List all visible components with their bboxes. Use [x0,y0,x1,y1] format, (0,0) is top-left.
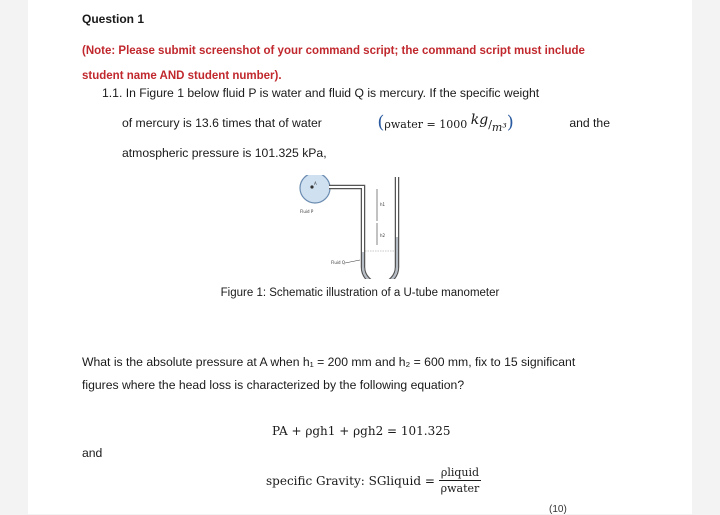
question-title: Question 1 [82,12,145,26]
problem-line-2-end: and the [569,116,610,130]
marks-label: (10) [549,504,567,515]
and-label: and [82,446,103,460]
sg-label: specific Gravity: SGliquid = [266,473,435,488]
problem-line-2 [122,112,610,134]
h1-label: h1 [380,202,386,207]
vessel-a [300,175,330,203]
specific-gravity-equation [266,466,481,495]
sg-numerator: ρliquid [440,466,480,479]
fluid-q-pointer [345,260,360,263]
unit-denominator: m³ [491,121,507,134]
rho-water: ρwater = 1000 [384,118,468,131]
problem-line-3: atmospheric pressure is 101.325 kPa, [122,146,327,160]
fluid-q-label: Fluid Q [331,260,346,265]
h2-label: h2 [380,233,386,238]
head-loss-equation: PA + ρgh1 + ρgh2 = 101.325 [272,424,451,438]
question-text: What is the absolute pressure at A when h₁ = 200 mm and h₂ = 600 mm, fix to 15 significant figures where the head loss is characterized by the following equation? [82,355,576,392]
sg-denominator: ρwater [440,482,480,495]
submission-note: (Note: Please submit screenshot of your command script; the command script must include student name AND student number). [82,45,585,82]
density-expression: (ρwater = 1000 kg/m³) [377,112,514,134]
problem-line-1: 1.1. In Figure 1 below fluid P is water and fluid Q is mercury. If the specific weight [102,86,540,100]
label-a: A [314,181,317,186]
problem-line-2-text: of mercury is 13.6 times that of water [122,116,322,130]
fluid-p-label: Fluid P [300,209,314,214]
u-tube-manometer-diagram [285,175,435,279]
unit-numerator: kg [470,112,489,128]
sg-fraction [439,466,481,495]
mercury-fill [363,237,397,279]
figure-caption: Figure 1: Schematic illustration of a U-tube manometer [220,287,500,299]
